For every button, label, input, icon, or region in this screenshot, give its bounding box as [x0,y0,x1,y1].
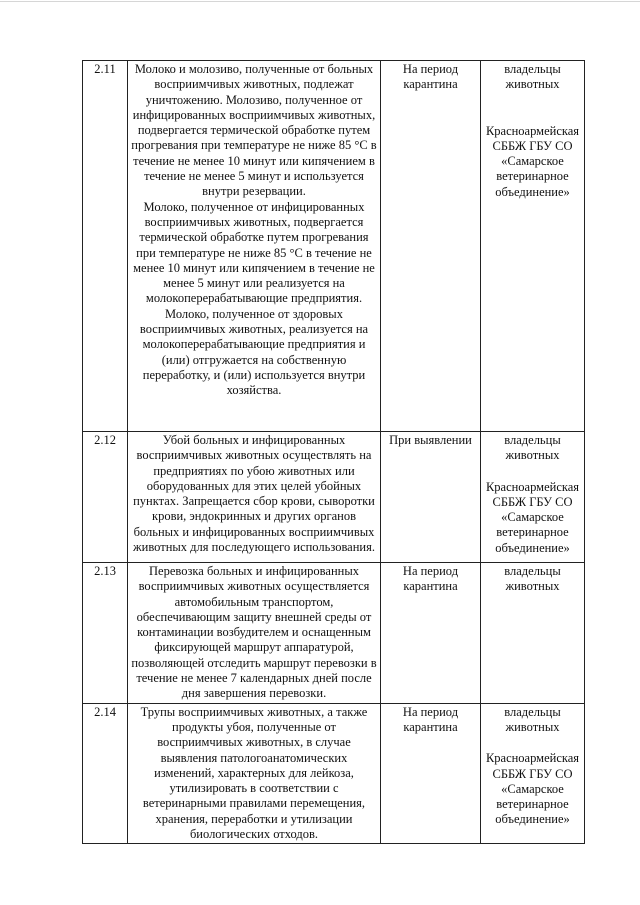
row-responsible [481,432,585,563]
responsible-entry: владельцы животных [504,704,561,734]
description-paragraph: Трупы восприимчивых животных, а также продукты убоя, полученные от восприимчивых животных, в случае выявления патологоанатомических изменений, характерных для лейкоза, утилизировать в соответствии с ветеринарными правилами перемещения, хранения, переработки и утилизации биологических отходов. [140,704,368,842]
responsible-entry: владельцы животных [504,433,561,463]
row-responsible [481,563,585,704]
responsible-entry: Красноармейская СББЖ ГБУ СО «Самарское ветеринарное объединение» [485,751,580,827]
description-paragraph: Перевозка больных и инфицированных восприимчивых животных осуществляется автомобильным транспортом, обеспечивающим защиту внешней среды от контаминации возбудителем и оснащенным фиксирующей маршрут аппаратурой, позволяющей отследить маршрут перевозки в течение не менее 7 календарных дней после дня завершения перевозки. [131,564,377,701]
responsible-entry: Красноармейская СББЖ ГБУ СО «Самарское ветеринарное объединение» [485,123,580,199]
row-period: На период карантина [381,61,481,432]
row-description [128,432,381,563]
table-row [83,61,585,432]
responsible-entry: владельцы животных [504,564,561,594]
row-description [128,703,381,844]
row-responsible [481,61,585,432]
measures-table [82,60,585,844]
row-number: 2.14 [83,703,128,844]
top-edge-line [0,1,640,2]
responsible-entry: Красноармейская СББЖ ГБУ СО «Самарское ветеринарное объединение» [485,479,580,555]
description-paragraph: Молоко, полученное от здоровых восприимчивых животных, реализуется на молокоперерабатывающие предприятия и (или) отгружается на собственную переработку, и (или) используется внутри хозяйства. [139,306,369,398]
row-number: 2.12 [83,432,128,563]
row-description [128,61,381,432]
table-row [83,563,585,704]
table-row [83,703,585,844]
row-period: При выявлении [381,432,481,563]
table-row [83,432,585,563]
row-period: На период карантина [381,563,481,704]
description-paragraph: Убой больных и инфицированных восприимчивых животных осуществлять на предприятиях по убою животных или оборудованных для этих целей убойных пунктах. Запрещается сбор крови, сыворотки крови, эндокринных и других органов больных и инфицированных восприимчивых животных для последующего использования. [133,433,375,555]
description-paragraph: Молоко и молозиво, полученные от больных восприимчивых животных, подлежат уничтожению. Молозиво, полученное от инфицированных восприимчивых животных, подвергается термической обработке путем прогревания при температуре не ниже 85 °С в течение не менее 10 минут или кипячением в течение не менее 5 минут и используется внутри резервации. [131,62,377,199]
row-period: На период карантина [381,703,481,844]
description-paragraph: Молоко, полученное от инфицированных восприимчивых животных, подвергается термической обработке путем прогревания при температуре не ниже 85 °С в течение не менее 10 минут или кипячением в течение не менее 5 минут или реализуется на молокоперерабатывающие предприятия. [133,199,375,306]
responsible-entry: владельцы животных [504,62,561,92]
row-description [128,563,381,704]
row-number: 2.13 [83,563,128,704]
row-number: 2.11 [83,61,128,432]
row-responsible [481,703,585,844]
